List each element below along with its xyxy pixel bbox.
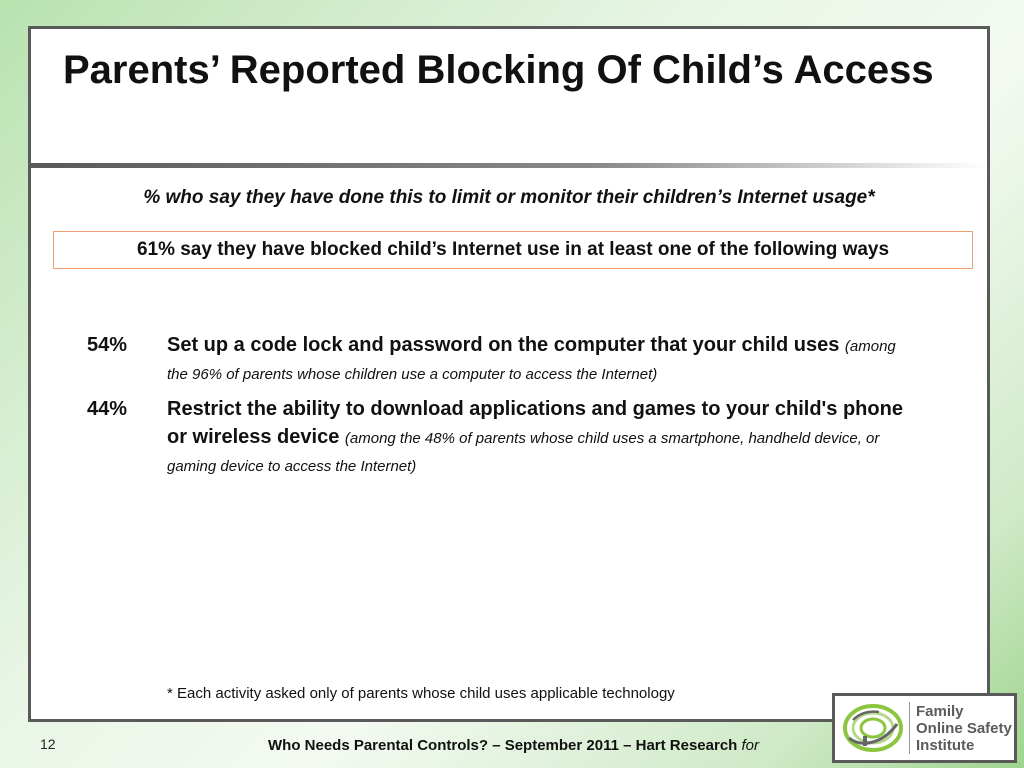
fosi-logo-icon	[839, 698, 907, 758]
item-body	[167, 331, 907, 387]
logo-divider	[909, 702, 910, 754]
logo-line: Family	[916, 702, 964, 720]
item-text: Set up a code lock and password on the computer that your child uses	[167, 334, 840, 356]
title-divider	[31, 163, 987, 168]
footer-for-label: for	[741, 737, 760, 754]
slide-title: Parents’ Reported Blocking Of Child’s Access	[63, 48, 934, 92]
item-text: Restrict the ability to download applications and games to your child's phone or wireless device	[167, 398, 903, 448]
logo-text	[916, 703, 1012, 754]
footer-source-text: Who Needs Parental Controls? – September 2011 – Hart Research	[268, 737, 738, 754]
item-list	[87, 331, 907, 487]
page-number: 12	[40, 736, 56, 752]
summary-text: 61% say they have blocked child’s Internet use in at least one of the following ways	[136, 239, 890, 260]
item-body	[167, 395, 907, 479]
list-item	[87, 395, 907, 479]
slide-frame	[28, 26, 990, 722]
fosi-logo	[832, 693, 1017, 763]
footer-source	[268, 737, 759, 754]
item-percent: 44%	[87, 398, 128, 420]
item-note: (among the 96% of parents whose children use a computer to access the Internet)	[167, 338, 896, 383]
item-percent: 54%	[87, 334, 128, 356]
title-area	[31, 29, 987, 163]
logo-line: Online Safety	[916, 719, 1012, 737]
summary-box	[53, 231, 973, 269]
slide-subtitle: % who say they have done this to limit or monitor their children’s Internet usage*	[143, 187, 875, 208]
list-item	[87, 331, 907, 387]
footnote: * Each activity asked only of parents whose child uses applicable technology	[167, 685, 675, 702]
logo-line: Institute	[916, 736, 975, 754]
item-note: (among the 48% of parents whose child uses a smartphone, handheld device, or gaming device to access the Internet)	[167, 430, 880, 475]
